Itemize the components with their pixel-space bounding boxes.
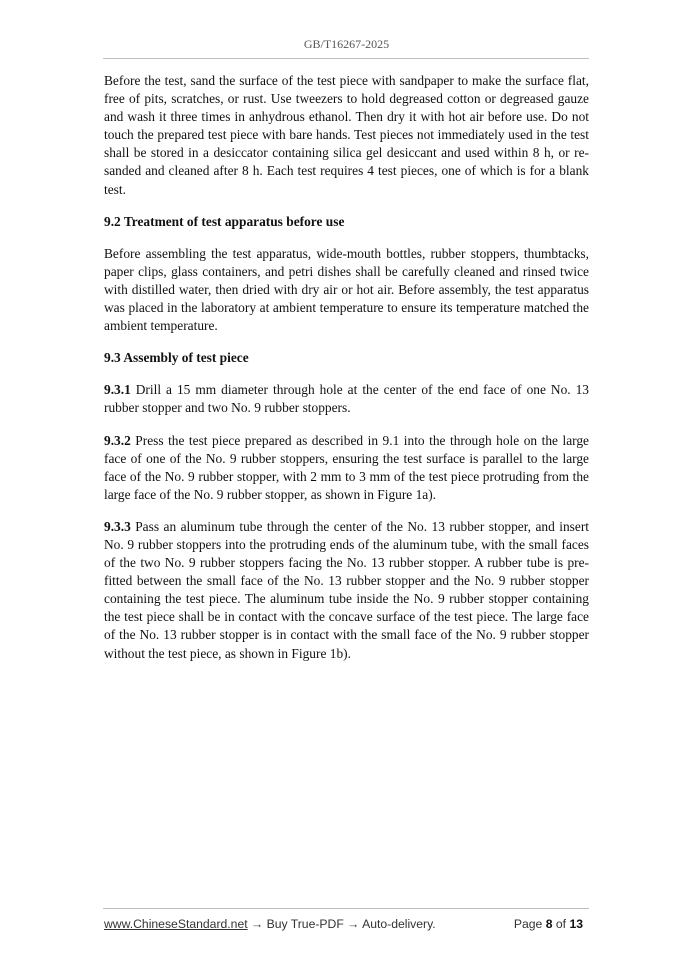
clause-text: Pass an aluminum tube through the center of the No. 13 rubber stopper, and insert No. 9 rubber stoppers into the protruding ends of the aluminum tube, with the small faces of the two No. 9 rubber stoppers facing the No. 13 rubber stopper. A rubber tube is pre-fitted between the small face of the No. 13 rubber stopper and the No. 9 rubber stopper containing the test piece. The aluminum tube inside the No. 9 rubber stopper containing the test piece shall be in contact with the concave surface of the test piece. The large face of the No. 13 rubber stopper is in contact with the small face of the No. 9 rubber stopper without the test piece, as shown in Figure 1b). [104,518,589,661]
page-label: Page [513,917,543,931]
page-number [514,917,583,931]
section-heading-9-2: 9.2 Treatment of test apparatus before use [104,213,345,229]
standard-code: GB/T16267-2025 [303,37,390,51]
section-heading-9-3: 9.3 Assembly of test piece [104,350,249,366]
header-divider [103,58,589,59]
section-9-2-paragraph: Before assembling the test apparatus, wide-mouth bottles, rubber stoppers, thumbtacks, paper clips, glass containers, and petri dishes shall be carefully cleaned and rinsed twice with distilled water, then dried with dry air or hot air. Before assembly, the test apparatus was placed in the laboratory at ambient temperature to ensure its temperature matched the ambient temperature. [104,245,589,334]
clause-text: Drill a 15 mm diameter through hole at the center of the end face of one No. 13 rubber stopper and two No. 9 rubber stoppers. [104,382,589,416]
footer-divider [103,908,589,909]
intro-paragraph: Before the test, sand the surface of the test piece with sandpaper to make the surface flat, free of pits, scratches, or rust. Use tweezers to hold degreased cotton or degreased gauze and wash it three times in anhydrous ethanol. Then dry it with hot air before use. Do not touch the prepared test piece with bare hands. Test pieces not immediately used in the test shall be stored in a desiccator containing silica gel desiccant and used within 8 h, or re-sanded and cleaned after 8 h. Each test requires 4 test pieces, one of which is for a blank test. [104,73,589,197]
clause-number: 9.3.1 [104,382,131,398]
promo-text: → Buy True-PDF → Auto-delivery. [247,917,436,931]
clause-9-3-2 [104,432,589,504]
footer-promo [104,917,436,931]
page-total: 13 [569,917,583,931]
page-current: 8 [545,917,553,931]
page-of-label: of [555,917,567,931]
page-content [104,72,589,663]
site-link[interactable]: www.ChineseStandard.net [104,917,248,931]
clause-9-3-3 [104,518,589,663]
clause-number: 9.3.3 [104,518,131,534]
page-header [0,37,693,52]
clause-text: Press the test piece prepared as described in 9.1 into the through hole on the large face of one of the No. 9 rubber stoppers, ensuring the test surface is parallel to the large face of the No. 9 rubber stopper, with 2 mm to 3 mm of the test piece protruding from the large face of the No. 9 rubber stopper, as shown in Figure 1a). [104,432,589,502]
clause-9-3-1 [104,381,589,417]
clause-number: 9.3.2 [104,432,131,448]
